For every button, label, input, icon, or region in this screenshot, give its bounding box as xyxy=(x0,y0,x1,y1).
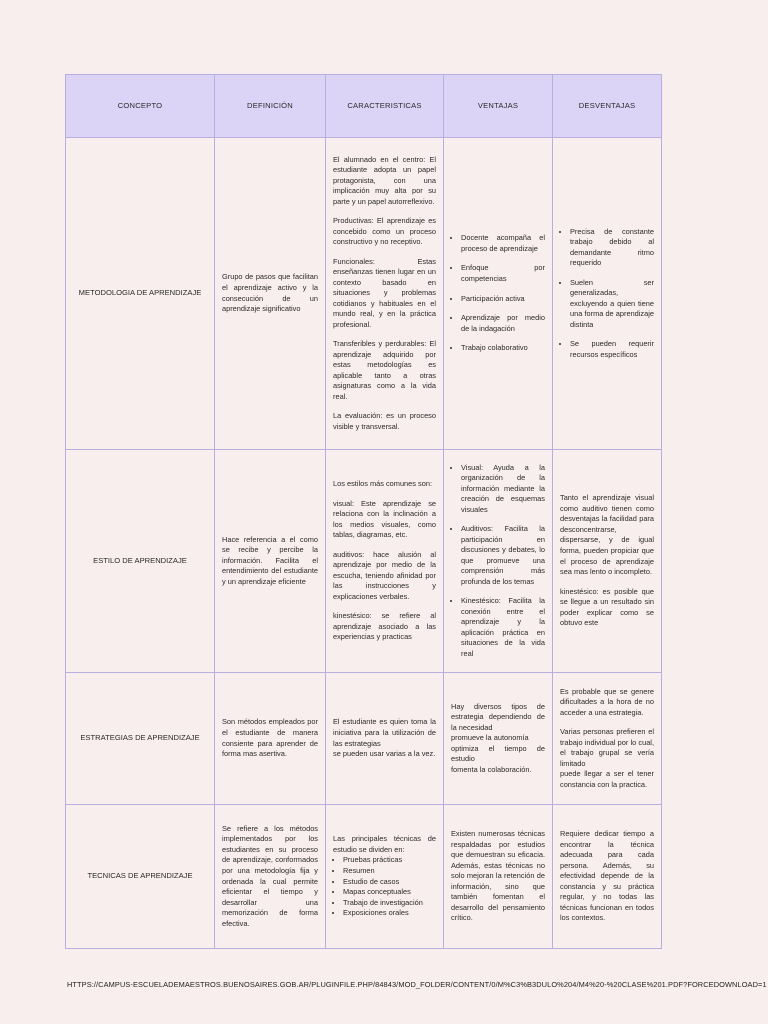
table-row xyxy=(66,138,662,450)
row-definition: Hace referencia a el como se recibe y percibe la información. Facilita el entendimiento del estudiante y un aprendizaje eficiente xyxy=(215,450,326,673)
list-item: • Pruebas prácticas xyxy=(343,855,436,866)
header-definicion: DEFINICIÓN xyxy=(215,75,326,138)
disadvantage-text: Es probable que se genere dificultades a la hora de no acceder a una estrategia. xyxy=(560,686,654,717)
row-advantages: Existen numerosas técnicas respaldadas por estudios que demuestran su eficacia. Además, estas técnicas no solo mejoran la retención de información, sino que también fomentan el desarrollo del pensamiento crítico. xyxy=(444,805,553,949)
characteristic-text: Las principales técnicas de estudio se dividen en: xyxy=(333,834,436,854)
characteristic-text: Transferibles y perdurables: El aprendizaje adquirido por estas metodologías es aplicable tanto a otras asignaturas como a la vida real. xyxy=(333,339,436,401)
row-characteristics xyxy=(326,450,444,673)
list-item: • Exposiciones orales xyxy=(343,908,436,919)
row-disadvantages xyxy=(553,673,662,805)
advantage-text: optimiza el tiempo de estudio xyxy=(451,743,545,764)
row-concept: METODOLOGIA DE APRENDIZAJE xyxy=(66,138,215,450)
list-item: • Resumen xyxy=(343,866,436,877)
row-characteristics xyxy=(326,138,444,450)
list-item: • Trabajo colaborativo xyxy=(461,343,545,354)
row-definition: Grupo de pasos que facilitan el aprendizaje activo y la consecución de un aprendizaje significativo xyxy=(215,138,326,450)
list-item: • Docente acompaña el proceso de aprendizaje xyxy=(461,233,545,254)
row-disadvantages xyxy=(553,450,662,673)
header-caracteristicas: CARACTERISTICAS xyxy=(326,75,444,138)
header-concepto: CONCEPTO xyxy=(66,75,215,138)
characteristic-text: se pueden usar varias a la vez. xyxy=(333,749,436,759)
list-item: • Auditivos: Facilita la participación en discusiones y debates, lo que promueve una comprensión más profunda de los temas xyxy=(461,524,545,587)
list-item: • Mapas conceptuales xyxy=(343,887,436,898)
disadvantage-text: Tanto el aprendizaje visual como auditivo tienen como desventajas la facilidad para desconcentrarse, dispersarse, y de igual forma, pueden propiciar que el proceso de aprendizaje sea mas lento o incompleto. xyxy=(560,493,654,577)
row-definition: Se refiere a los métodos implementados por los estudiantes en su proceso de aprendizaje, conformados por una metodología fija y ordenada la cual permite eficientar el tiempo y desarrollar una memorización de forma efectiva. xyxy=(215,805,326,949)
table-header-row xyxy=(66,75,662,138)
advantages-list xyxy=(451,463,545,660)
list-item: • Se pueden requerir recursos específicos xyxy=(570,339,654,360)
advantage-text: Hay diversos tipos de estrategia dependiendo de la necesidad xyxy=(451,701,545,732)
list-item: • Trabajo de investigación xyxy=(343,898,436,909)
disadvantage-text: puede llegar a ser el tener constancia con la practica. xyxy=(560,769,654,789)
list-item: • Enfoque por competencias xyxy=(461,263,545,284)
row-characteristics xyxy=(326,805,444,949)
source-url: HTTPS://CAMPUS-ESCUELADEMAESTROS.BUENOSAIRES.GOB.AR/PLUGINFILE.PHP/84843/MOD_FOLDER/CONTENT/0/M%C3%B3DULO%204/M4%20-%20CLASE%201.PDF?FORCEDOWNLOAD=1 xyxy=(67,980,767,989)
row-concept: TECNICAS DE APRENDIZAJE xyxy=(66,805,215,949)
characteristic-text: El alumnado en el centro: El estudiante adopta un papel protagonista, con una implicación muy alta por su parte y un papel autorreflexivo. xyxy=(333,154,436,206)
characteristic-text: Los estilos más comunes son: xyxy=(333,479,432,489)
table-row xyxy=(66,673,662,805)
row-definition: Son métodos empleados por el estudiante de manera consiente para aprender de forma mas asertiva. xyxy=(215,673,326,805)
row-characteristics xyxy=(326,673,444,805)
row-concept: ESTRATEGIAS DE APRENDIZAJE xyxy=(66,673,215,805)
disadvantage-text: Varias personas prefieren el trabajo individual por lo cual, el trabajo grupal se vería limitado xyxy=(560,727,654,768)
advantage-text: fomenta la colaboración. xyxy=(451,764,532,774)
header-ventajas: VENTAJAS xyxy=(444,75,553,138)
techniques-list xyxy=(333,855,436,918)
characteristic-text: kinestésico: se refiere al aprendizaje asociado a las experiencias y practicas xyxy=(333,611,436,642)
table-row xyxy=(66,805,662,949)
advantages-list xyxy=(451,233,545,353)
characteristic-text: Funcionales: Estas enseñanzas tienen lugar en un contexto basado en situaciones y problemas cotidianos y habituales en el mundo real, y en la práctica profesional. xyxy=(333,256,436,329)
list-item: • Visual: Ayuda a la organización de la información mediante la creación de esquemas visuales xyxy=(461,463,545,516)
row-disadvantages: Requiere dedicar tiempo a encontrar la técnica adecuada para cada persona. Además, su efectividad depende de la constancia y su práctica regular, y no todas las técnicas funcionan en todos los contextos. xyxy=(553,805,662,949)
list-item: • Suelen ser generalizadas, excluyendo a quien tiene una forma de aprendizaje distinta xyxy=(570,278,654,331)
header-desventajas: DESVENTAJAS xyxy=(553,75,662,138)
characteristic-text: Productivas: El aprendizaje es concebido como un proceso constructivo y no receptivo. xyxy=(333,216,436,247)
list-item: • Estudio de casos xyxy=(343,877,436,888)
advantage-text: promueve la autonomía xyxy=(451,733,529,743)
characteristic-text: La evaluación: es un proceso visible y transversal. xyxy=(333,411,436,431)
comparison-table xyxy=(65,74,662,949)
list-item: • Participación activa xyxy=(461,294,545,305)
disadvantages-list xyxy=(560,227,654,361)
row-advantages xyxy=(444,138,553,450)
list-item: • Aprendizaje por medio de la indagación xyxy=(461,313,545,334)
list-item: • Precisa de constante trabajo debido al demandante ritmo requerido xyxy=(570,227,654,269)
row-concept: ESTILO DE APRENDIZAJE xyxy=(66,450,215,673)
row-advantages xyxy=(444,673,553,805)
disadvantage-text: kinestésico: es posible que se llegue a un resultado sin poder explicar como se obtuvo este xyxy=(560,586,654,628)
list-item: • Kinestésico: Facilita la conexión entre el aprendizaje y la aplicación práctica en situaciones de la vida real xyxy=(461,596,545,659)
table-row xyxy=(66,450,662,673)
row-advantages xyxy=(444,450,553,673)
characteristic-text: auditivos: hace alusión al aprendizaje por medio de la escucha, teniendo afinidad por las instrucciones y explicaciones verbales. xyxy=(333,549,436,601)
characteristic-text: visual: Este aprendizaje se relaciona con la inclinación a los medios visuales, como tablas, diagramas, etc. xyxy=(333,498,436,540)
characteristic-text: El estudiante es quien toma la iniciativa para la utilización de las estrategias xyxy=(333,717,436,748)
row-disadvantages xyxy=(553,138,662,450)
